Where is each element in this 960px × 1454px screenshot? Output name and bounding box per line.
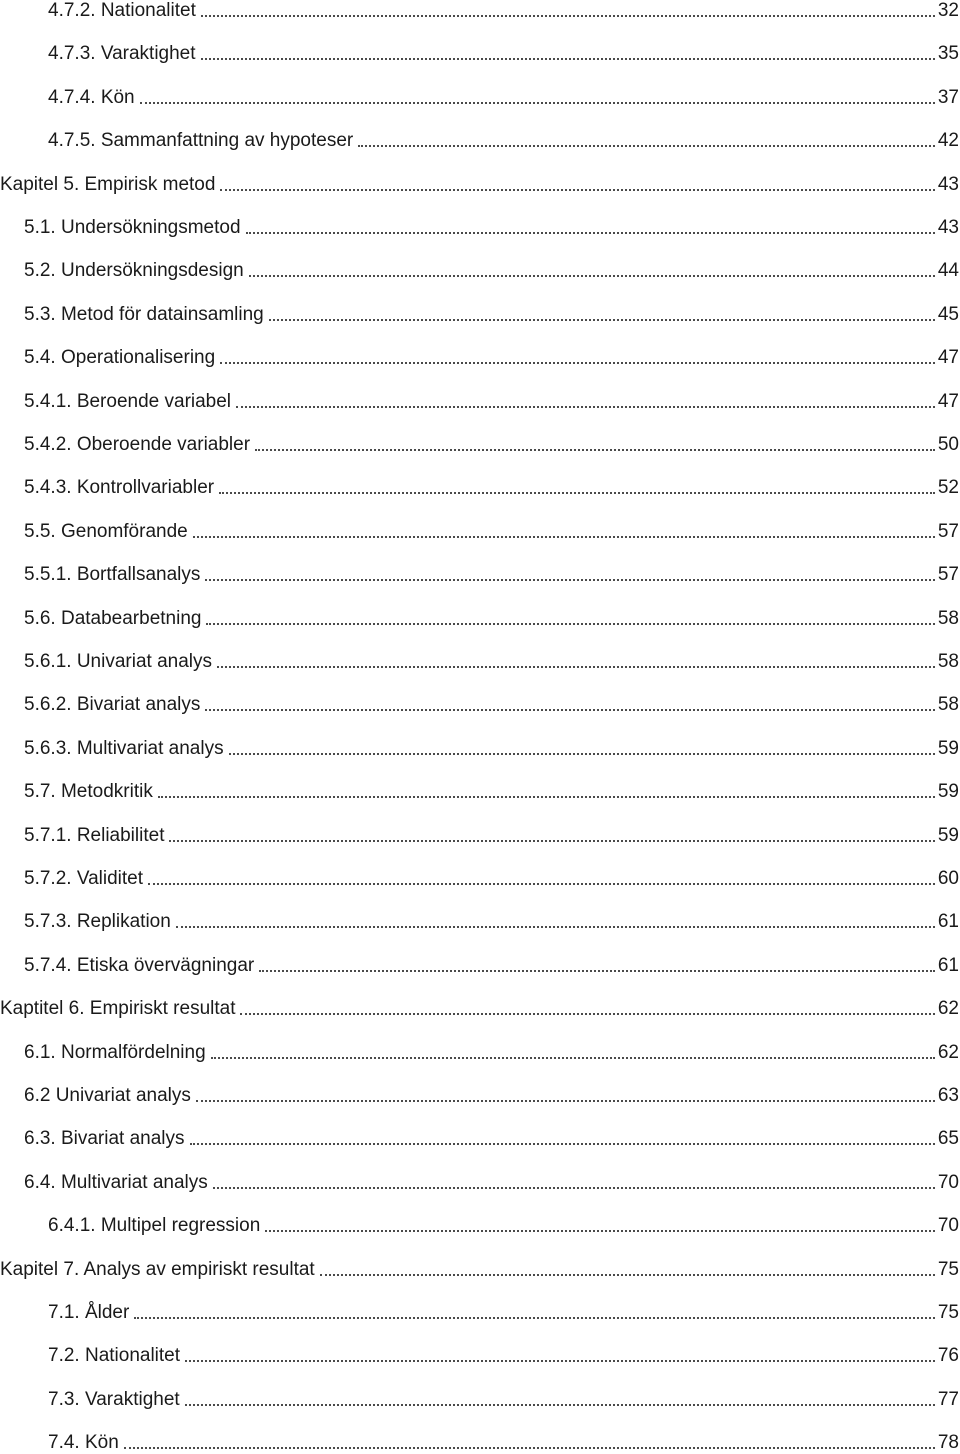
toc-dot-leader xyxy=(205,709,934,711)
toc-entry-label: 5.4.1. Beroende variabel xyxy=(24,390,232,412)
toc-entry-label: 6.1. Normalfördelning xyxy=(24,1041,206,1063)
toc-dot-leader xyxy=(213,1187,935,1189)
toc-entry[interactable] xyxy=(0,1294,960,1324)
toc-entry[interactable] xyxy=(0,903,960,933)
toc-dot-leader xyxy=(206,623,934,625)
toc-entry-page-number: 35 xyxy=(937,43,959,65)
toc-entry-page-number: 32 xyxy=(937,0,959,21)
toc-entry[interactable] xyxy=(0,1164,960,1194)
toc-entry-label: 5.7.2. Validitet xyxy=(24,868,144,889)
toc-entry-label: Kapitel 7. Analys av empiriskt resultat xyxy=(0,1258,315,1280)
toc-entry-label: 4.7.3. Varaktighet xyxy=(48,43,196,65)
toc-dot-leader xyxy=(176,926,935,928)
toc-entry-label: 7.4. Kön xyxy=(48,1432,119,1454)
toc-dot-leader xyxy=(205,579,934,581)
toc-dot-leader xyxy=(140,102,935,104)
toc-entry-label: 5.1. Undersökningsmetod xyxy=(24,217,241,238)
toc-entry-page-number: 62 xyxy=(937,998,959,1020)
toc-entry-page-number: 47 xyxy=(937,390,959,412)
toc-entry-label: 6.4.1. Multipel regression xyxy=(48,1215,261,1237)
toc-entry-label: 4.7.4. Kön xyxy=(48,86,135,108)
toc-entry[interactable] xyxy=(0,383,960,413)
toc-entry[interactable] xyxy=(0,0,960,22)
toc-entry-label: 7.2. Nationalitet xyxy=(48,1345,181,1367)
toc-entry-page-number: 63 xyxy=(937,1085,959,1106)
toc-entry-label: 5.7. Metodkritik xyxy=(24,781,153,803)
toc-dot-leader xyxy=(196,1100,935,1102)
toc-dot-leader xyxy=(358,145,935,147)
toc-dot-leader xyxy=(190,1143,935,1145)
toc-entry-label: 6.3. Bivariat analys xyxy=(24,1128,185,1150)
toc-entry-page-number: 57 xyxy=(937,564,959,586)
toc-entry-label: 7.3. Varaktighet xyxy=(48,1388,180,1410)
toc-dot-leader xyxy=(158,796,935,798)
toc-entry[interactable] xyxy=(0,686,960,716)
toc-dot-leader xyxy=(255,449,935,451)
toc-dot-leader xyxy=(201,15,935,17)
toc-entry[interactable] xyxy=(0,643,960,673)
toc-entry-page-number: 52 xyxy=(937,477,959,499)
toc-entry[interactable] xyxy=(0,469,960,499)
toc-entry[interactable] xyxy=(0,990,960,1020)
toc-entry-page-number: 57 xyxy=(937,520,959,542)
toc-entry[interactable] xyxy=(0,773,960,803)
toc-entry[interactable] xyxy=(0,556,960,586)
toc-entry-label: Kaptitel 6. Empiriskt resultat xyxy=(0,998,236,1020)
toc-entry-label: 4.7.2. Nationalitet xyxy=(48,0,196,21)
toc-entry-page-number: 70 xyxy=(937,1215,959,1237)
toc-entry-page-number: 76 xyxy=(937,1345,959,1367)
toc-dot-leader xyxy=(220,189,934,191)
toc-entry-page-number: 37 xyxy=(937,86,959,108)
toc-entry-page-number: 42 xyxy=(937,130,959,152)
toc-dot-leader xyxy=(320,1274,935,1276)
toc-dot-leader xyxy=(169,840,934,842)
toc-entry[interactable] xyxy=(0,35,960,65)
toc-entry[interactable] xyxy=(0,860,960,890)
toc-entry-label: 5.4.3. Kontrollvariabler xyxy=(24,477,215,499)
toc-entry[interactable] xyxy=(0,1251,960,1281)
toc-dot-leader xyxy=(185,1404,935,1406)
toc-entry[interactable] xyxy=(0,252,960,282)
toc-entry-label: 5.4.2. Oberoende variabler xyxy=(24,434,251,455)
toc-entry-label: 5.2. Undersökningsdesign xyxy=(24,260,244,282)
toc-entry[interactable] xyxy=(0,1207,960,1237)
toc-entry-label: 5.6.1. Univariat analys xyxy=(24,651,212,672)
toc-dot-leader xyxy=(265,1230,935,1232)
toc-entry-label: 4.7.5. Sammanfattning av hypoteser xyxy=(48,130,354,152)
toc-dot-leader xyxy=(219,492,935,494)
toc-entry[interactable] xyxy=(0,79,960,109)
toc-entry-page-number: 70 xyxy=(937,1171,959,1193)
toc-entry[interactable] xyxy=(0,166,960,196)
toc-entry-page-number: 77 xyxy=(937,1388,959,1410)
toc-entry-page-number: 59 xyxy=(937,824,959,846)
toc-entry-page-number: 50 xyxy=(937,434,959,455)
toc-entry-page-number: 59 xyxy=(937,781,959,803)
toc-entry[interactable] xyxy=(0,1424,960,1454)
toc-entry[interactable] xyxy=(0,1381,960,1411)
toc-entry-label: 5.6.2. Bivariat analys xyxy=(24,694,201,716)
toc-entry-label: 5.5.1. Bortfallsanalys xyxy=(24,564,201,586)
toc-entry[interactable] xyxy=(0,947,960,977)
toc-dot-leader xyxy=(217,666,935,668)
toc-entry-label: 5.6. Databearbetning xyxy=(24,607,202,629)
toc-entry-page-number: 60 xyxy=(937,868,959,889)
toc-entry-page-number: 75 xyxy=(937,1258,959,1280)
toc-entry-page-number: 58 xyxy=(937,651,959,672)
toc-entry[interactable] xyxy=(0,296,960,326)
toc-entry-label: 5.7.4. Etiska övervägningar xyxy=(24,954,255,976)
toc-dot-leader xyxy=(211,1057,935,1059)
toc-dot-leader xyxy=(246,232,935,234)
toc-entry-page-number: 44 xyxy=(937,260,959,282)
toc-dot-leader xyxy=(124,1447,935,1449)
toc-entry-page-number: 45 xyxy=(937,303,959,325)
toc-entry[interactable] xyxy=(0,339,960,369)
toc-entry-page-number: 75 xyxy=(937,1302,959,1323)
toc-dot-leader xyxy=(148,883,935,885)
toc-entry[interactable] xyxy=(0,1337,960,1367)
toc-entry-page-number: 65 xyxy=(937,1128,959,1150)
toc-dot-leader xyxy=(193,536,935,538)
toc-dot-leader xyxy=(220,362,935,364)
toc-entry-label: 5.6.3. Multivariat analys xyxy=(24,737,224,759)
toc-entry[interactable] xyxy=(0,122,960,152)
toc-entry[interactable] xyxy=(0,1120,960,1150)
toc-entry-page-number: 58 xyxy=(937,607,959,629)
toc-entry[interactable] xyxy=(0,1034,960,1064)
toc-entry-label: 5.3. Metod för datainsamling xyxy=(24,303,264,325)
toc-entry-page-number: 62 xyxy=(937,1041,959,1063)
toc-dot-leader xyxy=(236,406,935,408)
toc-entry-page-number: 59 xyxy=(937,737,959,759)
toc-entry-label: 5.5. Genomförande xyxy=(24,520,188,542)
toc-entry-page-number: 61 xyxy=(937,954,959,976)
toc-dot-leader xyxy=(249,275,935,277)
toc-entry[interactable] xyxy=(0,817,960,847)
toc-entry-label: 7.1. Ålder xyxy=(48,1302,130,1323)
toc-dot-leader xyxy=(201,58,935,60)
toc-entry-label: Kapitel 5. Empirisk metod xyxy=(0,173,216,195)
toc-entry[interactable] xyxy=(0,600,960,630)
toc-dot-leader xyxy=(134,1317,935,1319)
toc-entry-page-number: 78 xyxy=(937,1432,959,1454)
toc-entry-label: 5.4. Operationalisering xyxy=(24,347,216,369)
toc-entry-page-number: 61 xyxy=(937,911,959,933)
toc-dot-leader xyxy=(259,970,935,972)
toc-entry-page-number: 58 xyxy=(937,694,959,716)
toc-entry[interactable] xyxy=(0,426,960,456)
toc-entry[interactable] xyxy=(0,730,960,760)
toc-entry-label: 5.7.3. Replikation xyxy=(24,911,171,933)
toc-entry-label: 6.4. Multivariat analys xyxy=(24,1171,208,1193)
toc-entry-page-number: 47 xyxy=(937,347,959,369)
toc-dot-leader xyxy=(185,1360,935,1362)
toc-entry[interactable] xyxy=(0,209,960,239)
toc-entry[interactable] xyxy=(0,513,960,543)
toc-entry[interactable] xyxy=(0,1077,960,1107)
toc-entry-label: 6.2 Univariat analys xyxy=(24,1085,191,1106)
toc-dot-leader xyxy=(240,1013,934,1015)
toc-entry-page-number: 43 xyxy=(937,217,959,238)
toc-entry-page-number: 43 xyxy=(937,173,959,195)
toc-dot-leader xyxy=(269,319,935,321)
toc-entry-label: 5.7.1. Reliabilitet xyxy=(24,824,165,846)
toc-dot-leader xyxy=(229,753,935,755)
